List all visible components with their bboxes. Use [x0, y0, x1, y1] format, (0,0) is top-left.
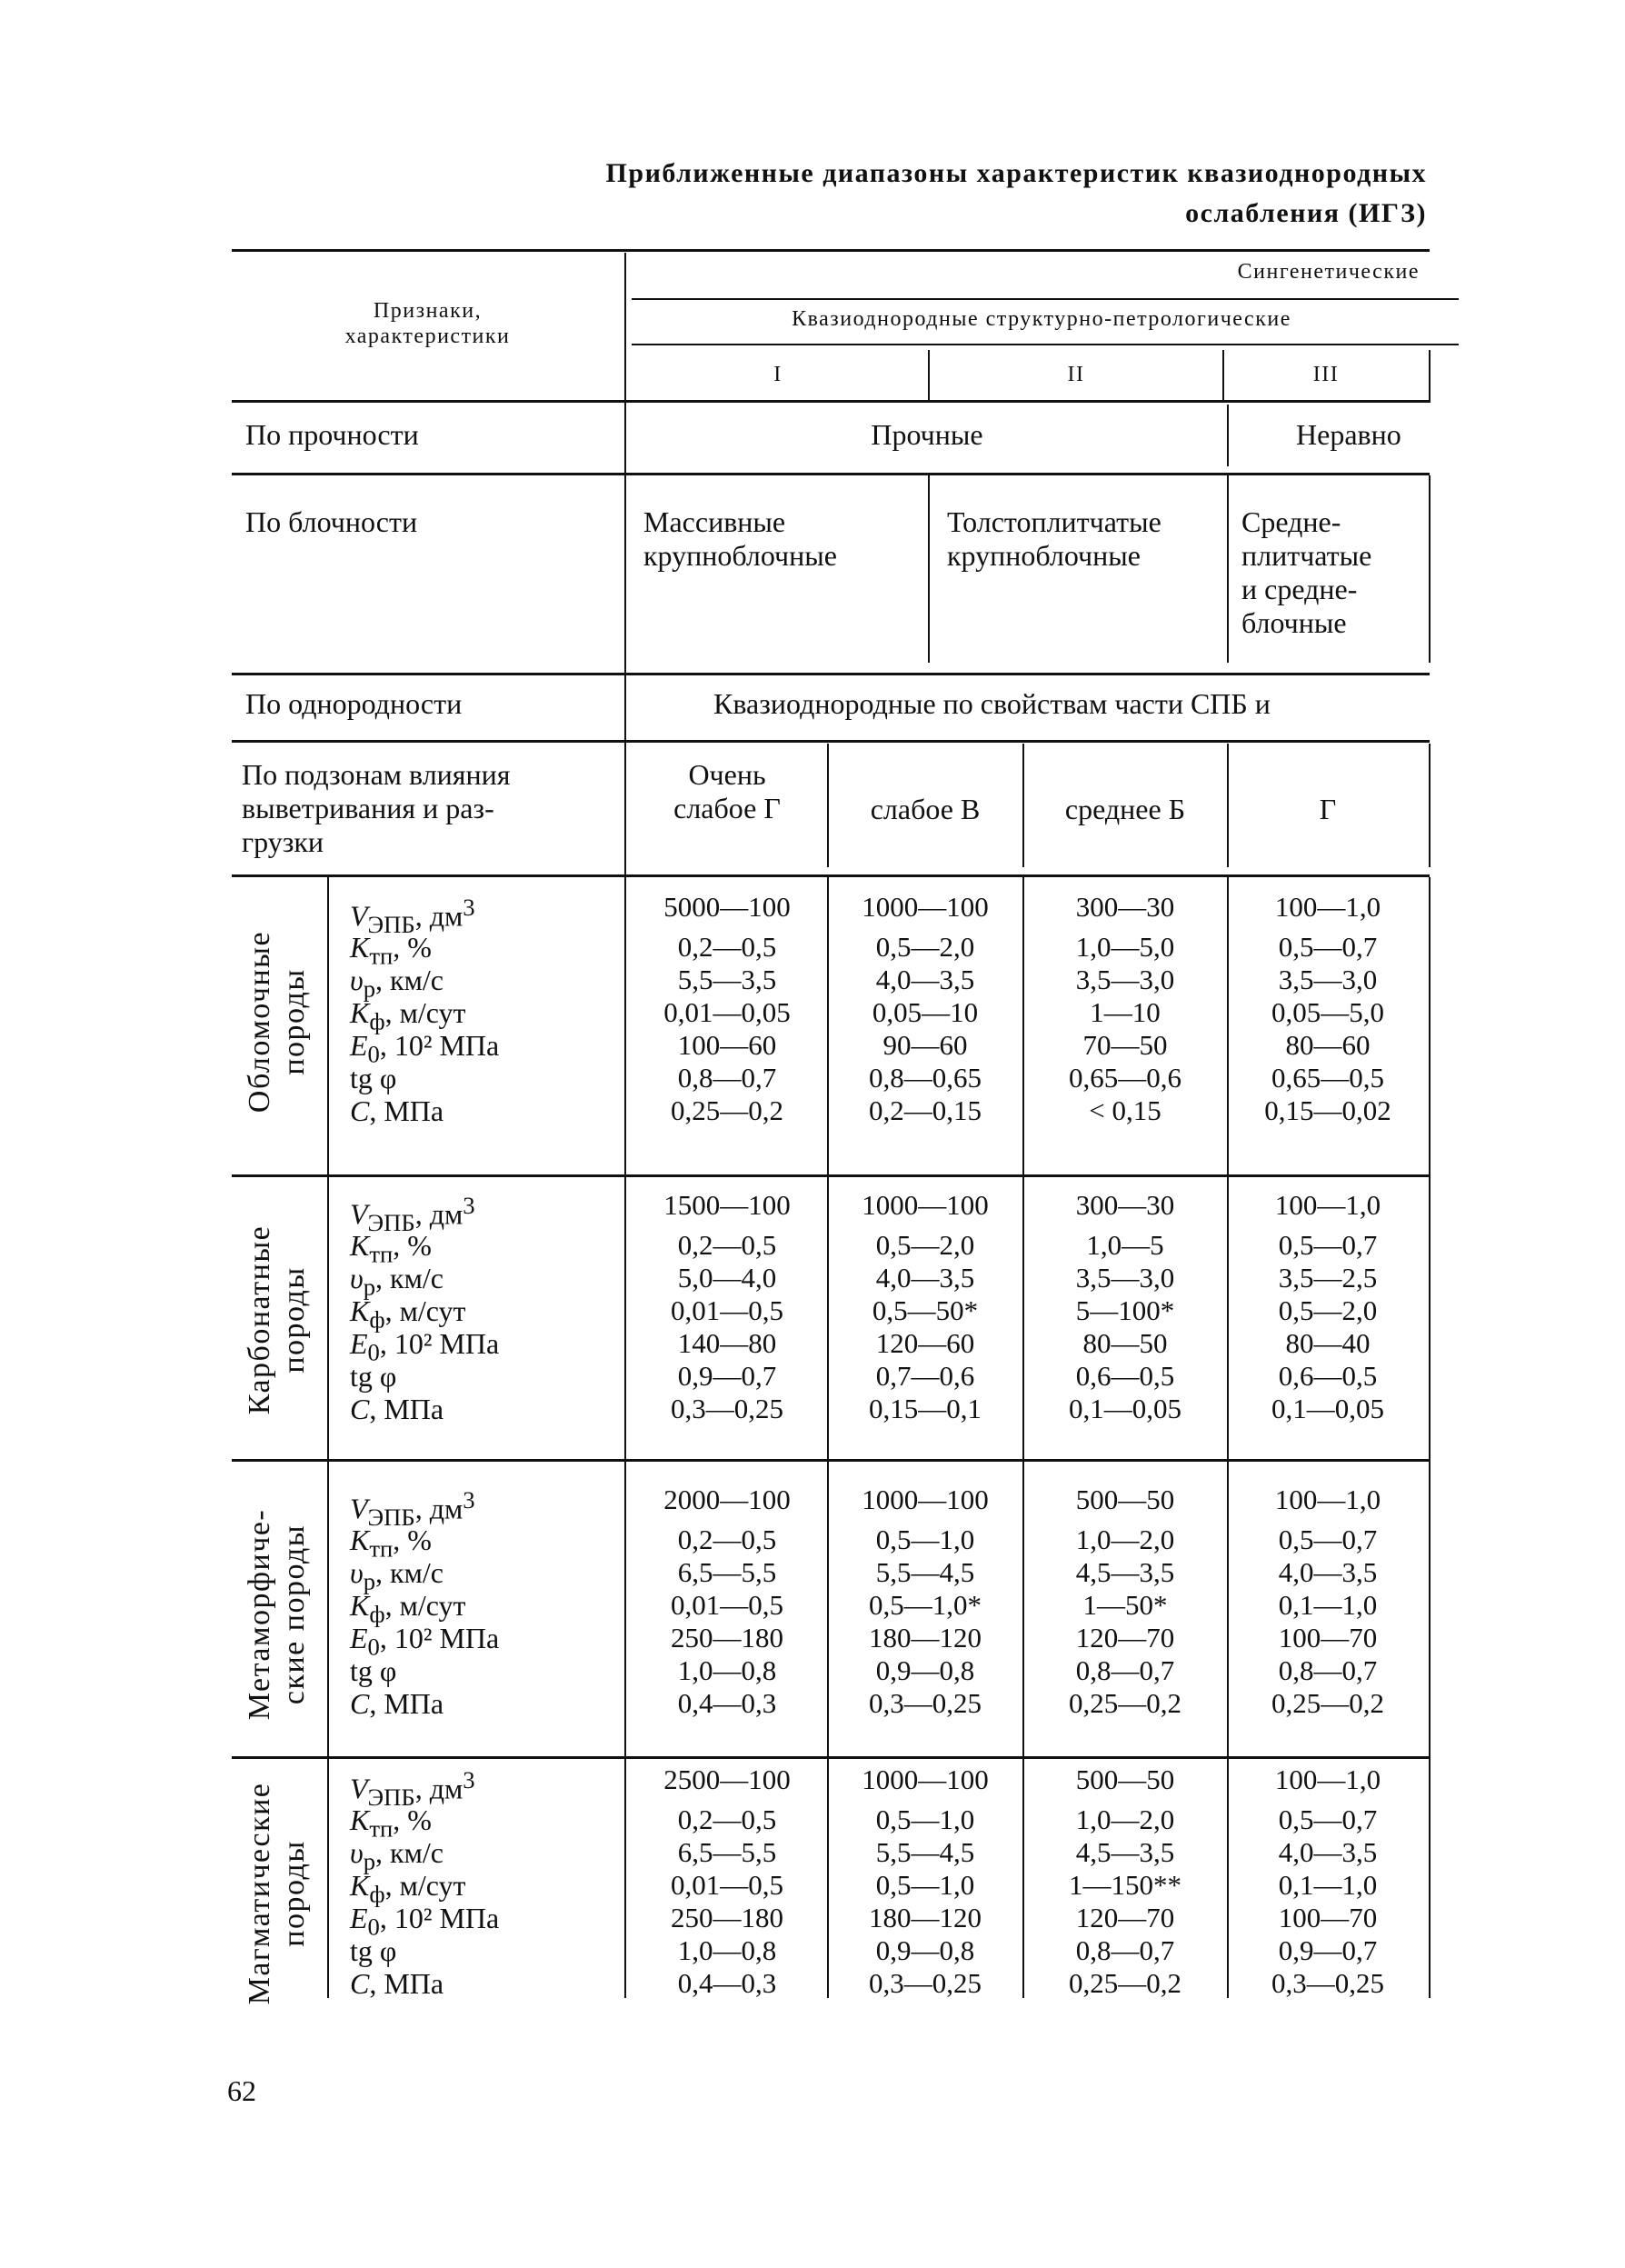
subzone-col-1: Очень слабое Г	[673, 758, 781, 824]
strength-divider	[1227, 405, 1229, 466]
values-metamorphic-col-1: 2000—100 0,2—0,5 6,5—5,5 0,01—0,5 250—180 1,0—0,8 0,4—0,3	[663, 1484, 791, 1719]
roman-header-2: II	[1067, 363, 1085, 386]
subzone-col-3: среднее Б	[1064, 793, 1186, 825]
values-metamorphic-col-2: 1000—100 0,5—1,0 5,5—4,5 0,5—1,0* 180—120 0,9—0,8 0,3—0,25	[862, 1484, 989, 1719]
blockiness-col-3: Средне- плитчатые и средне- блочные	[1241, 505, 1372, 639]
values-clastic-col-2: 1000—100 0,5—2,0 4,0—3,5 0,05—10 90—60 0,8—0,65 0,2—0,15	[862, 891, 989, 1126]
group-label-divider	[327, 877, 329, 1998]
param-v-epb: $V_{ЭПБ}$, $дм^3$	[350, 1766, 475, 1812]
strength-bottom-rule	[232, 473, 1430, 475]
param-c: C, МПа	[350, 1687, 444, 1720]
group-label-clastic-text: Обломочные породы	[243, 930, 311, 1114]
param-k-f: $K_ф$, м/сут	[350, 1294, 466, 1334]
subzones-label: По подзонам влияния выветривания и раз- грузки	[242, 758, 511, 858]
param-k-f: $K_ф$, м/сут	[350, 1869, 466, 1908]
param-e0: $E_0$, 10² МПа	[350, 1902, 500, 1941]
header-bottom-rule	[232, 400, 1430, 403]
param-list-carbonate	[350, 1189, 623, 1425]
group-label-magmatic-text: Магматические породы	[243, 1782, 311, 2005]
param-e0: $E_0$, 10² МПа	[350, 1327, 500, 1366]
roman-divider-3	[1429, 350, 1431, 403]
values-carbonate-col-4: 100—1,0 0,5—0,7 3,5—2,5 0,5—2,0 80—40 0,6—0,5 0,1—0,05	[1271, 1189, 1384, 1424]
values-magmatic-col-3: 500—50 1,0—2,0 4,5—3,5 1—150** 120—70 0,8—0,7 0,25—0,2	[1069, 1763, 1181, 1999]
quasi-homogeneous-header: Квазиоднородные структурно-петрологические	[792, 307, 1291, 331]
param-c: C, МПа	[350, 1393, 444, 1425]
param-tg-phi: tg φ	[350, 1062, 397, 1094]
strength-uneven: Неравно	[1296, 418, 1401, 451]
group1-bottom-rule	[232, 1174, 1430, 1177]
table-title-line-1: Приближенные диапазоны характеристик квазиоднородных	[605, 158, 1427, 188]
param-tg-phi: tg φ	[350, 1934, 397, 1967]
param-k-f: $K_ф$, м/сут	[350, 996, 466, 1035]
param-list-clastic	[350, 891, 623, 1127]
param-list-metamorphic	[350, 1484, 623, 1720]
roman-header-1: I	[773, 363, 783, 386]
blockiness-col-2: Толстоплитчатые крупноблочные	[947, 505, 1161, 572]
values-magmatic-col-2: 1000—100 0,5—1,0 5,5—4,5 0,5—1,0 180—120 0,9—0,8 0,3—0,25	[862, 1763, 989, 1999]
page-number: 62	[227, 2074, 256, 2107]
param-k-f: $K_ф$, м/сут	[350, 1589, 466, 1628]
values-metamorphic-col-3: 500—50 1,0—2,0 4,5—3,5 1—50* 120—70 0,8—0,7 0,25—0,2	[1069, 1484, 1181, 1719]
homogeneity-label: По однородности	[245, 687, 463, 720]
param-c: C, МПа	[350, 1967, 444, 2000]
subzone-col-4: Г	[1319, 793, 1337, 825]
param-v-epb: $V_{ЭПБ}$, $дм^3$	[350, 894, 475, 939]
feature-column-divider	[624, 253, 626, 1998]
group-label-carbonate-text: Карбонатные породы	[243, 1224, 311, 1415]
values-carbonate-col-1: 1500—100 0,2—0,5 5,0—4,0 0,01—0,5 140—80 0,9—0,7 0,3—0,25	[663, 1189, 791, 1424]
group2-bottom-rule	[232, 1459, 1430, 1462]
homogeneity-bottom-rule	[232, 740, 1430, 743]
param-v-p: $\upsilon_p$, км/с	[350, 1836, 444, 1875]
param-tg-phi: tg φ	[350, 1654, 397, 1687]
strength-label: По прочности	[245, 418, 419, 451]
blockiness-divider-3	[1429, 475, 1431, 663]
subzones-bottom-rule	[232, 874, 1430, 877]
param-k-tp: $K_{тп}$, %	[350, 1524, 432, 1563]
values-clastic-col-3: 300—30 1,0—5,0 3,5—3,0 1—10 70—50 0,65—0,6 < 0,15	[1069, 891, 1181, 1126]
param-e0: $E_0$, 10² МПа	[350, 1622, 500, 1661]
param-v-p: $\upsilon_p$, км/с	[350, 1556, 444, 1595]
values-carbonate-col-3: 300—30 1,0—5 3,5—3,0 5—100* 80—50 0,6—0,5 0,1—0,05	[1069, 1189, 1181, 1424]
homogeneity-value: Квазиоднородные по свойствам части СПБ и	[713, 687, 1271, 720]
table-title-line-2: ослабления (ИГЗ)	[1185, 198, 1427, 228]
group-label-metamorphic-text: Метаморфиче- ские породы	[243, 1508, 311, 1721]
values-magmatic-col-1: 2500—100 0,2—0,5 6,5—5,5 0,01—0,5 250—180 1,0—0,8 0,4—0,3	[663, 1763, 791, 1999]
param-v-p: $\upsilon_p$, км/с	[350, 1262, 444, 1301]
values-clastic-col-1: 5000—100 0,2—0,5 5,5—3,5 0,01—0,05 100—60 0,8—0,7 0,25—0,2	[663, 891, 791, 1126]
header-rule-2	[632, 344, 1459, 345]
param-tg-phi: tg φ	[350, 1360, 397, 1393]
table-top-rule	[232, 249, 1430, 252]
strength-strong: Прочные	[871, 418, 983, 451]
param-c: C, МПа	[350, 1094, 444, 1127]
param-v-epb: $V_{ЭПБ}$, $дм^3$	[350, 1486, 475, 1532]
blockiness-bottom-rule	[232, 673, 1430, 675]
blockiness-divider-1	[928, 475, 930, 663]
param-v-epb: $V_{ЭПБ}$, $дм^3$	[350, 1192, 475, 1237]
param-v-p: $\upsilon_p$, км/с	[350, 964, 444, 1003]
param-k-tp: $K_{тп}$, %	[350, 1229, 432, 1268]
blockiness-label: По блочности	[245, 505, 418, 538]
param-e0: $E_0$, 10² МПа	[350, 1029, 500, 1068]
roman-header-3: III	[1312, 363, 1340, 386]
subzone-divider-4	[1429, 744, 1431, 867]
values-magmatic-col-4: 100—1,0 0,5—0,7 4,0—3,5 0,1—1,0 100—70 0,9—0,7 0,3—0,25	[1271, 1763, 1384, 1999]
subzone-col-2: слабое В	[870, 793, 981, 825]
values-metamorphic-col-4: 100—1,0 0,5—0,7 4,0—3,5 0,1—1,0 100—70 0,8—0,7 0,25—0,2	[1271, 1484, 1384, 1719]
values-clastic-col-4: 100—1,0 0,5—0,7 3,5—3,0 0,05—5,0 80—60 0,65—0,5 0,15—0,02	[1264, 891, 1391, 1126]
value-divider-4	[1429, 877, 1431, 1998]
blockiness-col-1: Массивные крупноблочные	[643, 505, 837, 572]
param-k-tp: $K_{тп}$, %	[350, 931, 432, 970]
header-rule-1	[632, 298, 1459, 300]
param-k-tp: $K_{тп}$, %	[350, 1803, 432, 1843]
feature-column-header: Признаки, характеристики	[344, 299, 511, 348]
param-list-magmatic	[350, 1763, 623, 2000]
blockiness-divider-2	[1227, 475, 1229, 663]
syngenetic-header: Сингенетические	[1237, 260, 1420, 284]
values-carbonate-col-2: 1000—100 0,5—2,0 4,0—3,5 0,5—50* 120—60 0,7—0,6 0,15—0,1	[862, 1189, 989, 1424]
group3-bottom-rule	[232, 1756, 1430, 1759]
